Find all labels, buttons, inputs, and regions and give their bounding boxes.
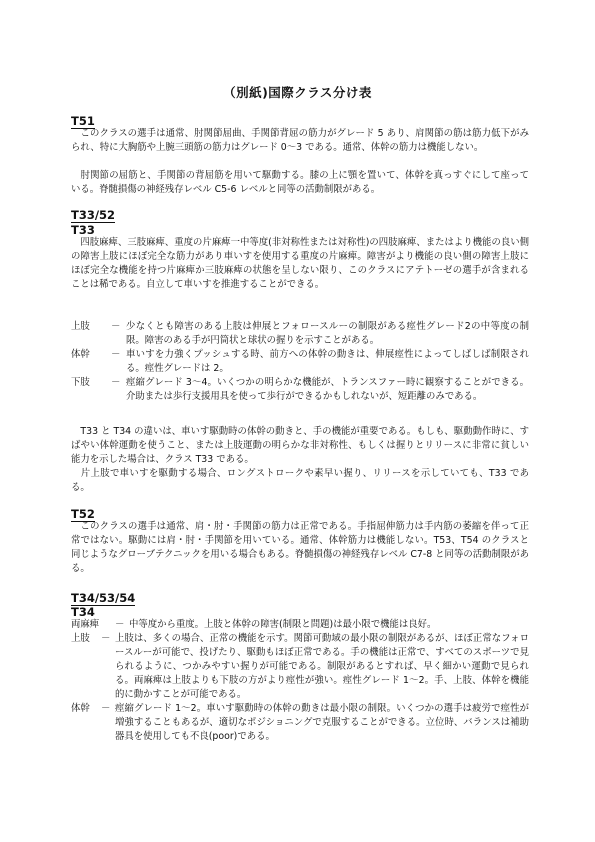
item-dash: － <box>111 377 121 388</box>
item-dash: － <box>101 633 111 644</box>
item-label: 上肢 <box>71 321 90 332</box>
t33-note-2: 片上肢で車いすを駆動する場合、ロングストロークや素早い握り、リリースを示していても、T33 である。 <box>71 468 529 494</box>
item-dash: － <box>111 349 121 360</box>
heading-t51: T51 <box>71 114 95 128</box>
t51-paragraph-1: このクラスの選手は通常、肘関節屈曲、手関節背屈の筋力がグレード 5 あり、肩関節の筋は筋力低下がみられ、特に大胸筋や上腕三頭筋の筋力はグレード 0～3 である。通常、体幹の筋力は機能しない。 <box>71 128 529 154</box>
item-dash: － <box>115 619 125 630</box>
document-title: （別紙)国際クラス分け表 <box>223 85 372 100</box>
item-label: 下肢 <box>71 377 90 388</box>
heading-t34-53-54: T34/53/54 <box>71 591 136 605</box>
item-label: 体幹 <box>71 703 90 714</box>
item-label: 上肢 <box>71 633 90 644</box>
item-text: 中等度から重度。上肢と体幹の障害(制限と問題)は最小限で機能は良好。 <box>129 619 437 630</box>
item-text: 車いすを力強くプッシュする時、前方への体幹の動きは、伸展痙性によってしばしば制限される。痙性グレードは 2。 <box>126 349 529 375</box>
item-label: 体幹 <box>71 349 90 360</box>
t51-paragraph-2: 肘関節の屈筋と、手関節の背屈筋を用いて駆動する。膝の上に顎を置いて、体幹を真っすぐにして座っている。脊髄損傷の神経残存レベル C5-6 レベルと同等の活動制限がある。 <box>71 170 529 196</box>
subheading-t33: T33 <box>71 223 95 237</box>
item-dash: － <box>101 703 111 714</box>
t52-paragraph: このクラスの選手は通常、肩・肘・手関節の筋力は正常である。手指屈伸筋力は手内筋の萎縮を伴って正常ではない。駆動には肩・肘・手関節を用いている。通常、体幹筋力は機能しない。T53、T54 のクラスと同じようなグローブテクニックを用いる場合もある。脊髄損傷の神経残存レベル C7-8 と同等の活動制限がある。 <box>71 521 529 575</box>
item-label: 両麻痺 <box>71 619 100 630</box>
item-text: 上肢は、多くの場合、正常の機能を示す。関節可動域の最小限の制限があるが、ほぼ正常なフォロースルーが可能で、投げたり、駆動もほぼ正常である。手の機能は正常で、すべてのスポーツで見られるように、つかみやすい握りが可能である。制限があるとすれば、早く細かい運動で見られる。両麻痺は上肢よりも下肢の方がより痙性が強い。痙性グレード 1～2。手、上肢、体幹を機能的に動かすことが可能である。 <box>115 633 529 701</box>
t33-note-1: T33 と T34 の違いは、車いす駆動時の体幹の動きと、手の機能が重要である。もしも、駆動動作時に、すばやい体幹運動を使うこと、または上肢運動の明らかな非対称性、もしくは握りとリリースに非常に貧しい能力を示した場合は、クラス T33 である。 <box>71 426 529 466</box>
heading-t52: T52 <box>71 507 95 521</box>
item-text: 痙縮グレード 1～2。車いす駆動時の体幹の動きは最小限の制限。いくつかの選手は疲労で痙性が増強することもあるが、適切なポジショニングで克服することができる。立位時、バランスは補助器具を使用しても不良(poor)である。 <box>115 703 529 743</box>
subheading-t34: T34 <box>71 605 95 619</box>
t33-paragraph: 四肢麻痺、三肢麻痺、重度の片麻痺一中等度(非対称性または対称性)の四肢麻痺、またはより機能の良い側の障害上肢にほぼ完全な筋力があり車いすを使用する重度の片麻痺。障害がより機能の良い側の障害上肢にほぼ完全な機能を持つ片麻痺か三肢麻痺の状態を呈しない限り、このクラスにアテトーゼの選手が含まれることは稀である。自立して車いすを推進することができる。 <box>71 237 529 291</box>
heading-t33-52: T33/52 <box>71 208 116 222</box>
item-dash: － <box>111 321 121 332</box>
item-text: 少なくとも障害のある上肢は伸展とフォロースルーの制限がある痙性グレード2の中等度の制限。障害のある手が円筒状と球状の握りを示すことがある。 <box>126 321 529 347</box>
item-text: 痙縮グレード 3～4。いくつかの明らかな機能が、トランスファー時に観察することができる。介助または歩行支援用具を使って歩行ができるかもしれないが、短距離のみである。 <box>126 377 529 403</box>
